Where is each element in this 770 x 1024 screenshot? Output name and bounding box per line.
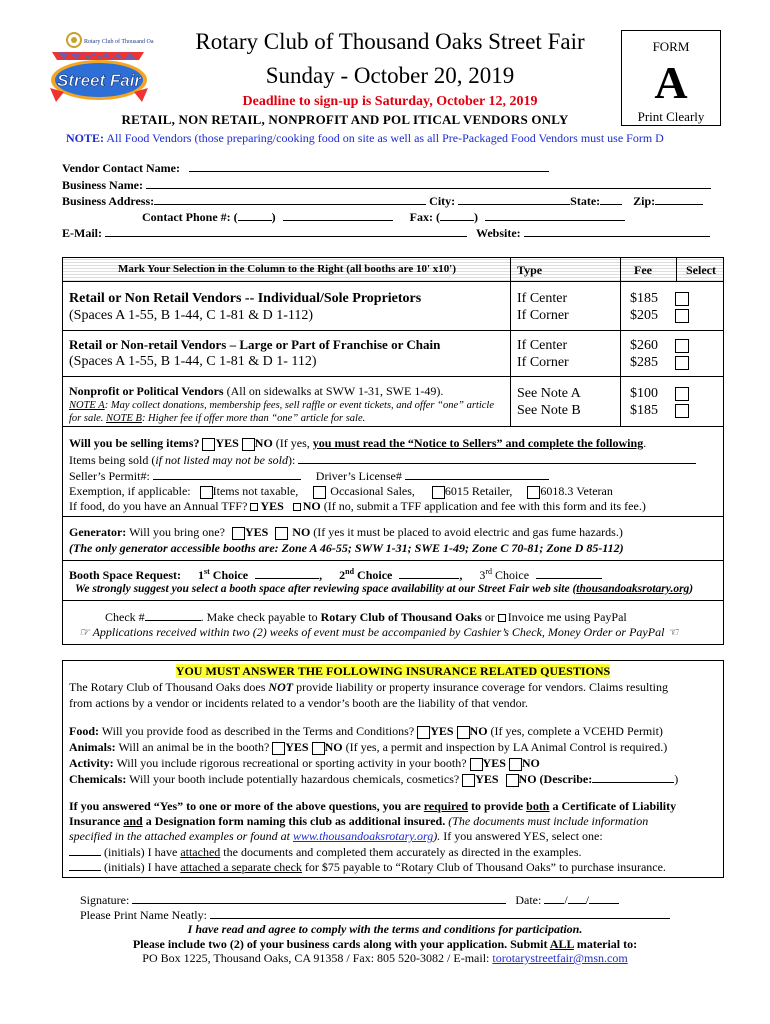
chemicals-yes-checkbox[interactable]	[462, 774, 475, 787]
payment-notice-line	[79, 625, 678, 640]
choice2-sup: nd	[345, 567, 355, 576]
ins-p1-not: NOT	[268, 680, 294, 694]
choice1-field[interactable]	[255, 567, 319, 579]
items-sold-note: if not listed may not be sold	[155, 453, 288, 467]
chemicals-line: Chemicals: Will your booth include potentially hazardous chemicals, cosmetics? YES NO (Describe: )	[69, 772, 679, 786]
street-fair-logo	[44, 30, 154, 110]
print-name-label: Please Print Name Neatly:	[80, 908, 207, 922]
generator-yes-checkbox[interactable]	[232, 527, 245, 540]
animals-question: Will an animal be in the booth?	[115, 740, 270, 754]
insurance-heading: YOU MUST ANSWER THE FOLLOWING INSURANCE RELATED QUESTIONS	[175, 664, 611, 678]
initials2-field[interactable]	[69, 859, 101, 871]
row1-fee-corner: $205	[630, 308, 658, 323]
booth-request-line: Booth Space Request: 1st Choice , 2nd Choice , 3rd Choice	[69, 567, 602, 583]
init1a: (initials) I have	[101, 845, 181, 859]
tff-no-checkbox[interactable]	[293, 503, 301, 511]
cards2: material to:	[573, 937, 638, 951]
email-label: E-Mail:	[62, 226, 102, 240]
phone-area-field[interactable]	[238, 209, 272, 221]
signature-label: Signature:	[80, 893, 130, 907]
print-clearly: Print Clearly	[637, 109, 705, 124]
choice1-num: 1	[198, 568, 205, 582]
vendor-contact-row	[62, 160, 549, 176]
init2b: attached a separate check	[180, 860, 302, 874]
paypal-checkbox[interactable]	[498, 614, 506, 622]
cert5: a Designation form naming this club as additional insured.	[142, 814, 446, 828]
cert-line3	[69, 829, 603, 844]
vendor-categories: RETAIL, NON RETAIL, NONPROFIT AND POL ITICAL VENDORS ONLY	[121, 112, 569, 127]
business-name-label: Business Name:	[62, 178, 144, 192]
phone-label: Contact Phone #: (	[142, 210, 238, 224]
choice1-sup: st	[204, 567, 210, 576]
date-label: Date:	[515, 893, 542, 907]
tff-no: NO	[302, 499, 321, 513]
form-letter: A	[654, 57, 688, 108]
fax-area-field[interactable]	[440, 209, 474, 221]
initials1-field[interactable]	[69, 844, 101, 856]
row2-type-center: If Center	[517, 338, 568, 353]
items-sold-label: Items being sold (	[69, 453, 156, 467]
header-fee: Fee	[634, 263, 652, 277]
or-text: or	[481, 610, 498, 624]
license-label: Driver’s License#	[315, 469, 402, 483]
items-sold-field[interactable]	[298, 452, 696, 464]
insurance-section	[62, 660, 724, 878]
check-label: Check #	[105, 610, 145, 624]
page-title: Rotary Club of Thousand Oaks Street Fair	[195, 29, 585, 54]
print-name-field[interactable]	[210, 907, 670, 919]
booth-selection-table	[62, 257, 724, 645]
city-label: City:	[429, 194, 456, 208]
food-line	[69, 724, 663, 739]
animals-line	[69, 740, 667, 755]
cert-line1	[69, 799, 676, 814]
food-label: Food:	[69, 724, 99, 738]
choice3-label: Choice	[492, 568, 530, 582]
row3-notes	[69, 399, 507, 425]
booth-request-label: Booth Space Request:	[69, 568, 182, 582]
deadline: Deadline to sign-up is Saturday, October 12, 2019	[242, 94, 538, 109]
activity-question: Will you include rigorous recreational or sporting activity in your booth?	[113, 756, 467, 770]
generator-yes: YES	[244, 525, 269, 539]
row1-spaces: (Spaces A 1-55, B 1-44, C 1-81 & D 1-112)	[69, 308, 314, 323]
animals-yes: YES	[285, 740, 309, 754]
row2-corner-checkbox[interactable]	[675, 356, 689, 370]
row3-fee-b: $185	[630, 403, 658, 418]
init2a: (initials) I have	[101, 860, 181, 874]
phone-field[interactable]	[283, 209, 393, 221]
row3-fee-a: $100	[630, 386, 658, 401]
row2-fee-corner: $285	[630, 355, 658, 370]
selling-no: NO	[254, 436, 273, 450]
note-label: NOTE:	[66, 131, 105, 145]
address-row	[62, 193, 703, 209]
row1-type-center: If Center	[517, 291, 568, 306]
note-b-label: NOTE B	[106, 413, 142, 424]
initials-line2	[69, 859, 666, 875]
insurance-p1	[69, 680, 668, 695]
generator-rest: (If yes it must be placed to avoid electric and gas fume hazards.)	[310, 525, 623, 539]
row2-title: Retail or Non-retail Vendors – Large or Part of Franchise or Chain	[69, 337, 441, 352]
mailing-address-line	[0, 951, 770, 966]
booth-site-link[interactable]: thousandoaksrotary.org	[576, 583, 690, 595]
business-address-label: Business Address:	[62, 194, 155, 208]
event-date: Sunday - October 20, 2019	[265, 63, 515, 88]
check-number-field[interactable]	[145, 609, 201, 621]
row1-center-checkbox[interactable]	[675, 292, 689, 306]
init1b: attached	[180, 845, 221, 859]
business-address-field[interactable]	[154, 193, 426, 205]
init2c: for $75 payable to “Rotary Club of Thousand Oaks” to purchase insurance.	[301, 860, 666, 874]
food-no: NO	[469, 724, 488, 738]
tff-question: If food, do you have an Annual TFF?	[69, 499, 248, 513]
activity-no: NO	[521, 756, 540, 770]
website-field[interactable]	[524, 225, 710, 237]
initials-line1	[69, 844, 582, 860]
food-vendor-note	[66, 131, 726, 146]
row3-title: Nonprofit or Political Vendors	[69, 384, 224, 398]
ex-6015: 6015 Retailer,	[444, 484, 513, 498]
date-year-field[interactable]	[589, 892, 619, 904]
activity-no-checkbox[interactable]	[509, 758, 522, 771]
food-yes: YES	[430, 724, 454, 738]
chemicals-question: Will your booth include potentially hazardous chemicals, cosmetics?	[126, 772, 460, 786]
food-yes-checkbox[interactable]	[417, 726, 430, 739]
header-select: Select	[686, 263, 716, 277]
animals-yes-checkbox[interactable]	[272, 742, 285, 755]
init1c: the documents and completed them accurately as directed in the examples.	[220, 845, 582, 859]
paypal-invoice: Invoice me using PayPal	[507, 610, 627, 624]
animals-rest: (If yes, a permit and inspection by LA Animal Control is required.)	[342, 740, 668, 754]
email-row	[62, 225, 710, 241]
date-day-field[interactable]	[568, 892, 586, 904]
selling-yes-checkbox[interactable]	[202, 438, 215, 451]
row3-title-line	[69, 384, 443, 399]
items-sold-end: ):	[287, 453, 296, 467]
not-taxable-checkbox[interactable]	[200, 486, 213, 499]
logo-banner: Street Fair	[56, 71, 142, 90]
date-month-field[interactable]	[544, 892, 564, 904]
must-read-notice: you must read the “Notice to Sellers” and complete the following	[312, 436, 644, 450]
signature-line: Signature: Date: / /	[80, 892, 619, 908]
note-a-text: : May collect donations, membership fees, sell raffle or event tickets, and offer “one” article for sale.	[69, 400, 494, 424]
chemicals-no-describe: NO (Describe:	[518, 772, 593, 786]
veteran-6018-checkbox[interactable]	[527, 486, 540, 499]
header-type: Type	[517, 263, 543, 277]
signature-field[interactable]	[132, 892, 506, 904]
cert-line2	[69, 814, 648, 829]
fax-field[interactable]	[485, 209, 625, 221]
ex-not-taxable: Items not taxable,	[212, 484, 299, 498]
booth-suggest-line	[75, 583, 693, 595]
permit-label: Seller’s Permit#:	[69, 469, 150, 483]
choice2-label: Choice	[354, 568, 393, 582]
activity-yes-checkbox[interactable]	[470, 758, 483, 771]
row2-center-checkbox[interactable]	[675, 339, 689, 353]
ins-p1a: The Rotary Club of Thousand Oaks does	[69, 680, 269, 694]
cert-required: required	[423, 799, 469, 813]
form-label: FORM	[652, 39, 690, 54]
vendor-contact-field[interactable]	[189, 160, 549, 172]
cards-all: ALL	[549, 937, 574, 951]
chemicals-describe-field[interactable]	[592, 771, 674, 783]
tff-line	[69, 499, 646, 514]
row3-type-b: See Note B	[517, 403, 581, 418]
phone-row: Contact Phone #: ( ) Fax: ( )	[142, 209, 625, 225]
animals-label: Animals:	[69, 740, 116, 754]
cards1: Please include two (2) of your business cards along with your application. Submit	[132, 937, 550, 951]
print-name-line	[80, 907, 670, 923]
payment-notice: Applications received within two (2) weeks of event must be accompanied by Cashier’s Check, Money Order or PayPal	[92, 625, 665, 639]
activity-label: Activity:	[69, 756, 114, 770]
row2-fee-center: $260	[630, 338, 658, 353]
row3-type-a: See Note A	[517, 386, 581, 401]
mailing-address: PO Box 1225, Thousand Oaks, CA 91358 / Fax: 805 520-3082 / E-mail:	[142, 951, 493, 965]
cert1: If you answered “Yes” to one or more of the above questions, you are	[69, 799, 424, 813]
items-sold-line	[69, 452, 696, 468]
email-field[interactable]	[105, 225, 467, 237]
state-field[interactable]	[600, 193, 622, 205]
occasional-sales-checkbox[interactable]	[313, 486, 326, 499]
business-cards-line	[0, 937, 770, 952]
row1-corner-checkbox[interactable]	[675, 309, 689, 323]
animals-no: NO	[324, 740, 343, 754]
ex-occasional: Occasional Sales,	[330, 484, 415, 498]
selling-no-checkbox[interactable]	[242, 438, 255, 451]
row2-spaces: (Spaces A 1-55, B 1-44, C 1-81 & D 1- 112)	[69, 354, 317, 369]
contact-email-link[interactable]: torotarystreetfair@msn.com	[492, 951, 628, 965]
selling-no-text: (If yes,	[275, 436, 313, 450]
payment-line	[105, 609, 627, 625]
selling-yes: YES	[215, 436, 239, 450]
agree-statement: I have read and agree to comply with the terms and conditions for participation.	[187, 922, 583, 936]
row2-type-corner: If Corner	[517, 355, 569, 370]
permit-line	[69, 468, 549, 484]
license-field[interactable]	[405, 468, 549, 480]
food-no-checkbox[interactable]	[457, 726, 470, 739]
animals-no-checkbox[interactable]	[312, 742, 325, 755]
business-name-row	[62, 177, 711, 193]
cert3: a Certificate of Liability	[549, 799, 677, 813]
state-label: State:	[570, 194, 601, 208]
permit-field[interactable]	[153, 468, 301, 480]
choice1-label: Choice	[209, 568, 249, 582]
cert4: Insurance	[69, 814, 124, 828]
pointing-hand-icon: ☞	[79, 625, 90, 639]
chemicals-no-checkbox[interactable]	[506, 774, 519, 787]
exemption-line	[69, 484, 613, 499]
cert6: (The documents must include information	[445, 814, 649, 828]
payable-text: . Make check payable to	[200, 610, 321, 624]
fax-label: Fax: (	[409, 210, 440, 224]
selling-question: Will you be selling items?	[69, 436, 200, 450]
retailer-6015-checkbox[interactable]	[432, 486, 445, 499]
ins-p1b: provide liability or property insurance coverage for vendors. Claims resulting	[293, 680, 668, 694]
city-field[interactable]	[458, 193, 570, 205]
row1-title: Retail or Non Retail Vendors -- Individual/Sole Proprietors	[69, 291, 422, 306]
note-b-text: : Higher fee if offer more than “one” article for sale.	[141, 413, 366, 424]
ex-6018: 6018.3 Veteran	[540, 484, 613, 498]
cert7: specified in the attached examples or found at	[69, 829, 293, 843]
form-box	[621, 30, 721, 126]
tff-rest: (If no, submit a TFF application and fee with this form and its fee.)	[320, 499, 646, 513]
cert2: to provide	[468, 799, 527, 813]
generator-no: NO	[292, 525, 311, 539]
vendor-contact-label: Vendor Contact Name:	[62, 161, 180, 175]
cert8: ).	[433, 829, 441, 843]
row1-type-corner: If Corner	[517, 308, 569, 323]
row3-title-rest: (All on sidewalks at SWW 1-31, SWE 1-49).	[223, 384, 444, 398]
zip-field[interactable]	[655, 193, 703, 205]
food-question: Will you provide food as described in the Terms and Conditions?	[99, 724, 415, 738]
booth-suggest-end: )	[689, 583, 694, 595]
note-a-label: NOTE A	[69, 400, 105, 411]
insurance-heading-wrap	[63, 664, 723, 679]
generator-no-checkbox[interactable]	[275, 527, 288, 540]
activity-yes: YES	[482, 756, 506, 770]
cert-both: both	[526, 799, 550, 813]
cert-url-link[interactable]: www.thousandoaksrotary.org	[292, 829, 434, 843]
generator-zones: (The only generator accessible booths are: Zone A 46-55; SWW 1-31; SWE 1-49; Zone C 70-81; Zone D 85-112)	[69, 541, 624, 555]
pointing-hand-left-icon: ☜	[667, 625, 679, 639]
booth-suggest: We strongly suggest you select a booth space after reviewing space availability at our Street Fair web site (	[75, 583, 577, 595]
zip-label: Zip:	[633, 194, 656, 208]
insurance-p1c: from actions by a vendor or incidents related to a vendor’s booth are the liability of that vendor.	[69, 696, 528, 710]
food-rest: (If yes, complete a VCEHD Permit)	[487, 724, 663, 738]
logo-text: Rotary Club of Thousand Oaks	[84, 39, 154, 45]
cert-and: and	[123, 814, 143, 828]
chemicals-label: Chemicals:	[69, 772, 127, 786]
tff-yes-checkbox[interactable]	[250, 503, 258, 511]
row3-note-b-checkbox[interactable]	[675, 404, 689, 418]
generator-question: Will you bring one?	[126, 525, 225, 539]
header-desc: Mark Your Selection in the Column to the Right (all booths are 10' x10')	[117, 263, 457, 275]
generator-line	[69, 525, 623, 540]
chemicals-yes: YES	[475, 772, 499, 786]
cert9: If you answered YES, select one:	[440, 829, 603, 843]
exemption-label: Exemption, if applicable:	[69, 484, 191, 498]
tff-yes: YES	[260, 499, 284, 513]
selling-question-line: Will you be selling items? YES NO (If yes, you must read the “Notice to Sellers” and complete the following.	[69, 436, 647, 450]
activity-line	[69, 756, 540, 771]
choice2-num: 2	[339, 568, 346, 582]
payee: Rotary Club of Thousand Oaks	[320, 610, 482, 624]
row1-fee-center: $185	[630, 291, 658, 306]
choice3-sup: rd	[485, 567, 493, 576]
choice2-field[interactable]	[399, 567, 459, 579]
choice3-num: 3	[479, 568, 486, 582]
note-text: All Food Vendors (those preparing/cooking food on site as well as all Pre-Packaged Food Vendors must use Form D	[106, 131, 664, 145]
generator-label: Generator:	[69, 525, 127, 539]
website-label: Website:	[476, 226, 521, 240]
choice3-field[interactable]	[536, 567, 602, 579]
row3-note-a-checkbox[interactable]	[675, 387, 689, 401]
business-name-field[interactable]	[146, 177, 711, 189]
